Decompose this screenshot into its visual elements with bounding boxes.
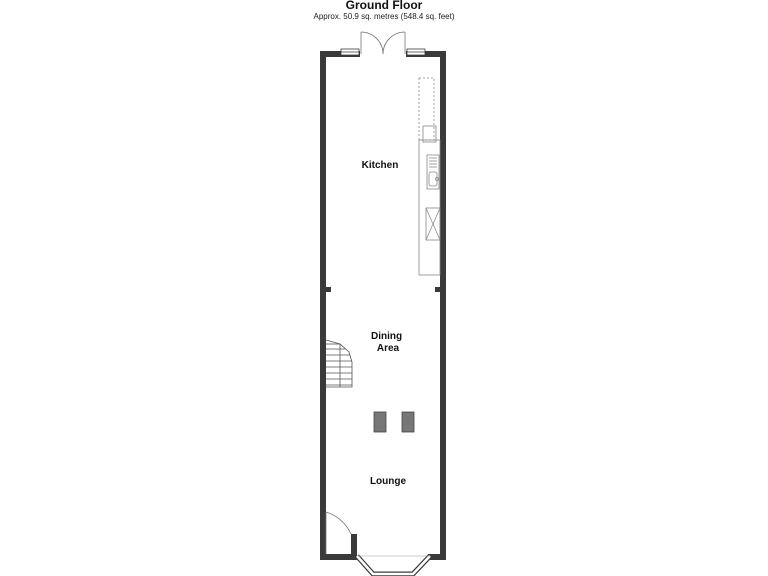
room-label-dining: Dining Area — [371, 331, 403, 354]
left-wall — [320, 51, 326, 560]
bay-left-post — [351, 534, 357, 560]
french-doors — [361, 32, 405, 54]
bay-window — [357, 556, 430, 574]
chimney-breasts — [374, 412, 414, 432]
front-door — [326, 512, 351, 554]
room-label-kitchen: Kitchen — [361, 160, 399, 171]
kitchen-units — [419, 78, 440, 275]
bottom-wall-left — [320, 554, 356, 560]
plan-area: Approx. 50.9 sq. metres (548.4 sq. feet) — [313, 12, 455, 21]
staircase — [326, 340, 352, 387]
plan-title: Ground Floor — [345, 0, 423, 12]
room-label-lounge: Lounge — [369, 476, 407, 487]
wall-nibs — [326, 287, 440, 292]
right-wall — [440, 51, 446, 560]
